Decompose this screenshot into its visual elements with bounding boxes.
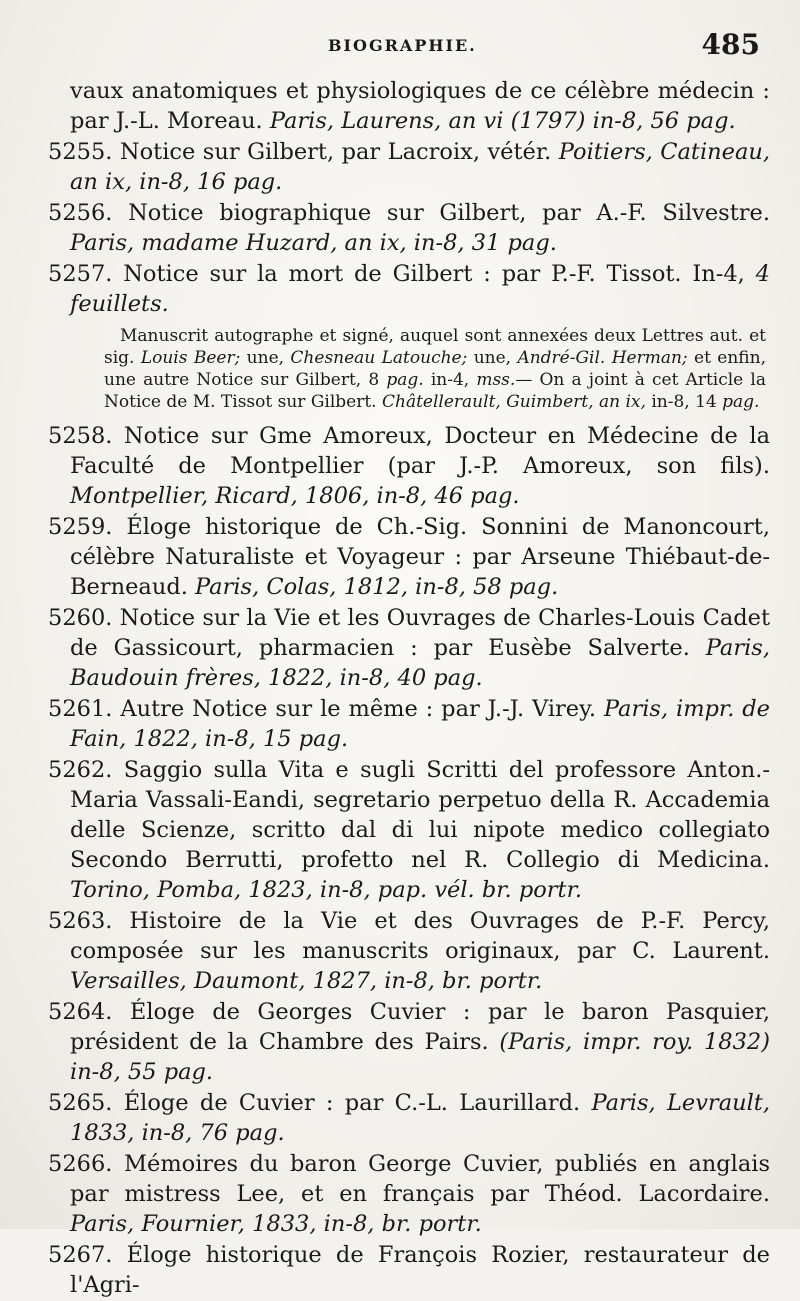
entry-5264: [48, 997, 770, 1087]
entry-5263: [48, 906, 770, 996]
entry-number: 5265.: [48, 1090, 113, 1116]
entry-imprint: Torino, Pomba, 1823, in-8, pap. vél. br. portr.: [70, 877, 583, 903]
note-text: in-8, 14: [645, 392, 723, 412]
note-text: une,: [240, 348, 291, 368]
entry-number: 5262.: [48, 757, 113, 783]
entry-text: Notice biographique sur Gilbert, par A.-F. Silvestre.: [112, 200, 770, 226]
note-text: Manuscrit autographe et signé, auquel sont annexées deux Lettres aut. et sig.: [104, 326, 766, 368]
entry-imprint: 4 feuillets.: [70, 261, 770, 317]
note-text: et enfin, une autre Notice sur Gilbert, 8: [104, 348, 766, 390]
note-italic: André-Gil. Herman;: [517, 348, 688, 368]
entry-number: 5266.: [48, 1151, 113, 1177]
entry-5262: [48, 755, 770, 905]
note-italic: pag.: [722, 392, 760, 412]
page-header: [60, 28, 760, 68]
entry-5265: [48, 1088, 770, 1148]
entry-number: 5263.: [48, 908, 113, 934]
entry-number: 5261.: [48, 696, 113, 722]
entry-text: Saggio sulla Vita e sugli Scritti del professore Anton.-Maria Vassali-Eandi, segretario perpetuo della R. Accademia delle Scienze, scritto dal di lui nipote medico collegiato Secondo Berrutti, profetto nel R. Collegio di Medicina.: [70, 757, 770, 873]
entry-number: 5260.: [48, 605, 113, 631]
entry-5261: [48, 694, 770, 754]
entry-imprint: Paris, Levrault, 1833, in-8, 76 pag.: [70, 1090, 770, 1146]
entry-text: Histoire de la Vie et des Ouvrages de P.-F. Percy, composée sur les manuscrits originaux, par C. Laurent.: [70, 908, 770, 964]
entry-text: Éloge de Georges Cuvier : par le baron Pasquier, président de la Chambre des Pairs.: [70, 999, 770, 1055]
entry-5255: [48, 137, 770, 197]
note-italic: mss.: [476, 370, 516, 390]
bibliography-entries: [48, 76, 770, 1301]
entry-number: 5258.: [48, 423, 113, 449]
entry-5258: [48, 421, 770, 511]
note-italic: Châtellerault, Guimbert, an ix,: [382, 392, 646, 412]
entry-5259: [48, 512, 770, 602]
note-italic: Chesneau Latouche;: [290, 348, 468, 368]
entry-imprint: (Paris, impr. roy. 1832) in-8, 55 pag.: [70, 1029, 770, 1085]
entry-text: Notice sur Gilbert, par Lacroix, vétér.: [112, 139, 559, 165]
manuscript-note: [48, 325, 770, 413]
entry-imprint: Versailles, Daumont, 1827, in-8, br. portr.: [70, 968, 543, 994]
page-number: 485: [701, 28, 760, 61]
entry-number: 5257.: [48, 261, 113, 287]
entry-5266: [48, 1149, 770, 1239]
note-text: une,: [467, 348, 518, 368]
entry-text: Notice sur la mort de Gilbert : par P.-F. Tissot. In-4,: [112, 261, 756, 287]
note-text: — On a joint à cet Article la Notice de M. Tissot sur Gilbert.: [104, 370, 766, 412]
note-text: in-4,: [423, 370, 477, 390]
entry-text: Mémoires du baron George Cuvier, publiés en anglais par mistress Lee, et en français par Théod. Lacordaire.: [70, 1151, 770, 1207]
entry-5260: [48, 603, 770, 693]
entry-imprint: Poitiers, Catineau, an ix, in-8, 16 pag.: [70, 139, 770, 195]
entry-imprint: Paris, madame Huzard, an ix, in-8, 31 pag.: [70, 230, 557, 256]
entry-text: Autre Notice sur le même : par J.-J. Virey.: [112, 696, 604, 722]
entry-number: 5267.: [48, 1242, 113, 1268]
entry-imprint: Paris, Baudouin frères, 1822, in-8, 40 pag.: [70, 635, 770, 691]
entry-imprint: Paris, Laurens, an vi (1797) in-8, 56 pag.: [269, 108, 736, 134]
entry-number: 5256.: [48, 200, 113, 226]
entry-text: vaux anatomiques et physiologiques de ce célèbre médecin : par J.-L. Moreau.: [70, 78, 770, 134]
entry-text: Notice sur la Vie et les Ouvrages de Charles-Louis Cadet de Gassicourt, pharmacien : par Eusèbe Salverte.: [70, 605, 770, 661]
note-italic: Louis Beer;: [140, 348, 241, 368]
entry-5256: [48, 198, 770, 258]
entry-5257: [48, 259, 770, 319]
running-title: BIOGRAPHIE.: [328, 36, 477, 55]
entry-continuation: [48, 76, 770, 136]
entry-imprint: Paris, Colas, 1812, in-8, 58 pag.: [195, 574, 559, 600]
entry-imprint: Montpellier, Ricard, 1806, in-8, 46 pag.: [70, 483, 520, 509]
entry-text: Notice sur Gme Amoreux, Docteur en Médecine de la Faculté de Montpellier (par J.-P. Amoreux, son fils).: [70, 423, 770, 479]
entry-text: Éloge historique de Ch.-Sig. Sonnini de Manoncourt, célèbre Naturaliste et Voyageur : par Arseune Thiébaut-de-Berneaud.: [70, 514, 770, 600]
entry-imprint: Paris, Fournier, 1833, in-8, br. portr.: [70, 1211, 482, 1237]
entry-number: 5255.: [48, 139, 113, 165]
note-italic: pag.: [386, 370, 424, 390]
entry-5267: [48, 1240, 770, 1300]
entry-text: Éloge historique de François Rozier, restaurateur de l'Agri-: [70, 1242, 770, 1298]
entry-imprint: Paris, impr. de Fain, 1822, in-8, 15 pag.: [70, 696, 770, 752]
entry-number: 5264.: [48, 999, 113, 1025]
entry-text: Éloge de Cuvier : par C.-L. Laurillard.: [112, 1090, 592, 1116]
entry-number: 5259.: [48, 514, 113, 540]
